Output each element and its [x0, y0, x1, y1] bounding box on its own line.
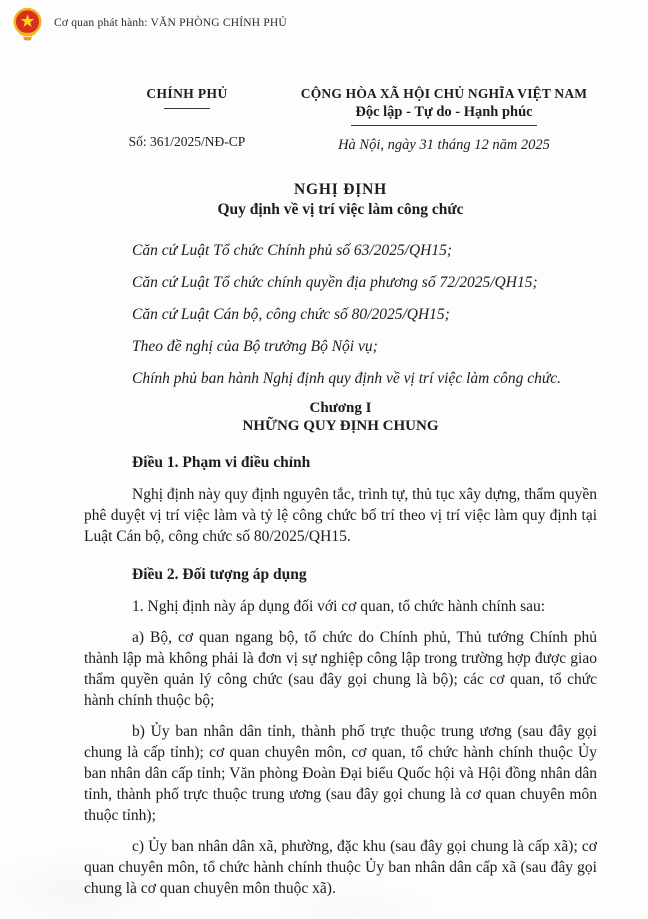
vietnam-national-emblem-icon — [10, 5, 45, 42]
document-subject: Quy định về vị trí việc làm công chức — [217, 201, 464, 218]
article-paragraph: b) Ủy ban nhân dân tỉnh, thành phố trực thuộc trung ương (sau đây gọi chung là cấp tỉnh); cơ quan chuyên môn, cơ quan, tổ chức hành chính thuộc Ủy ban nhân dân cấp tỉnh; Văn phòng Đoàn Đại biểu Quốc hội và Hội đồng nhân dân tỉnh, thành phố trực thuộc trung ương (sau đây gọi chung là cơ quan chuyên môn thuộc tỉnh); — [84, 723, 597, 824]
issuing-org: CHÍNH PHỦ — [146, 86, 228, 101]
preamble-line: Căn cứ Luật Tổ chức chính quyền địa phương số 72/2025/QH15; — [132, 274, 538, 291]
article-1-heading: Điều 1. Phạm vi điều chỉnh — [132, 454, 311, 471]
preamble-line: Căn cứ Luật Cán bộ, công chức số 80/2025/QH15; — [132, 306, 450, 323]
document-header — [84, 86, 598, 154]
article-paragraph: c) Ủy ban nhân dân xã, phường, đặc khu (sau đây gọi chung là cấp xã); cơ quan chuyên môn, tổ chức hành chính thuộc Ủy ban nhân dân cấp xã (sau đây gọi chung là cơ quan chuyên môn thuộc xã). — [84, 838, 597, 897]
article-2-heading: Điều 2. Đối tượng áp dụng — [132, 566, 307, 583]
chapter-number: Chương I — [309, 400, 372, 416]
document-body — [84, 181, 597, 899]
chapter-heading — [84, 400, 597, 435]
preamble-line: Căn cứ Luật Tổ chức Chính phủ số 63/2025/QH15; — [132, 242, 453, 259]
place-and-date: Hà Nội, ngày 31 tháng 12 năm 2025 — [338, 137, 550, 153]
country-name: CỘNG HÒA XÃ HỘI CHỦ NGHĨA VIỆT NAM — [300, 86, 588, 101]
issuer-label: Cơ quan phát hành: VĂN PHÒNG CHÍNH PHỦ — [54, 17, 287, 29]
national-motto: Độc lập - Tự do - Hạnh phúc — [355, 104, 533, 120]
preamble-line: Theo đề nghị của Bộ trưởng Bộ Nội vụ; — [132, 338, 378, 355]
issuer-banner — [0, 0, 648, 42]
document-number: Số: 361/2025/NĐ-CP — [128, 134, 246, 149]
chapter-title: NHỮNG QUY ĐỊNH CHUNG — [242, 417, 439, 434]
article-1 — [84, 454, 597, 547]
header-right-column — [290, 86, 598, 154]
article-paragraph: Nghị định này quy định nguyên tắc, trình tự, thủ tục xây dựng, thẩm quyền phê duyệt vị trí việc làm và tỷ lệ công chức bố trí theo vị trí việc làm quy định tại Luật Cán bộ, công chức số 80/2025/QH15. — [84, 486, 597, 545]
org-underline — [164, 108, 210, 109]
preamble — [84, 240, 597, 389]
document-type: NGHỊ ĐỊNH — [294, 181, 387, 198]
article-paragraph: 1. Nghị định này áp dụng đối với cơ quan, tổ chức hành chính sau: — [132, 598, 546, 615]
header-left-column — [84, 86, 290, 154]
preamble-line: Chính phủ ban hành Nghị định quy định về vị trí việc làm công chức. — [132, 370, 562, 387]
title-block — [84, 181, 597, 219]
article-2 — [84, 566, 597, 899]
motto-underline — [351, 125, 537, 126]
article-paragraph: a) Bộ, cơ quan ngang bộ, tổ chức do Chính phủ, Thủ tướng Chính phủ thành lập mà không phải là đơn vị sự nghiệp công lập trong trường hợp được giao thẩm quyền quản lý công chức (sau đây gọi chung là bộ); các cơ quan, tổ chức hành chính thuộc bộ; — [84, 629, 597, 709]
